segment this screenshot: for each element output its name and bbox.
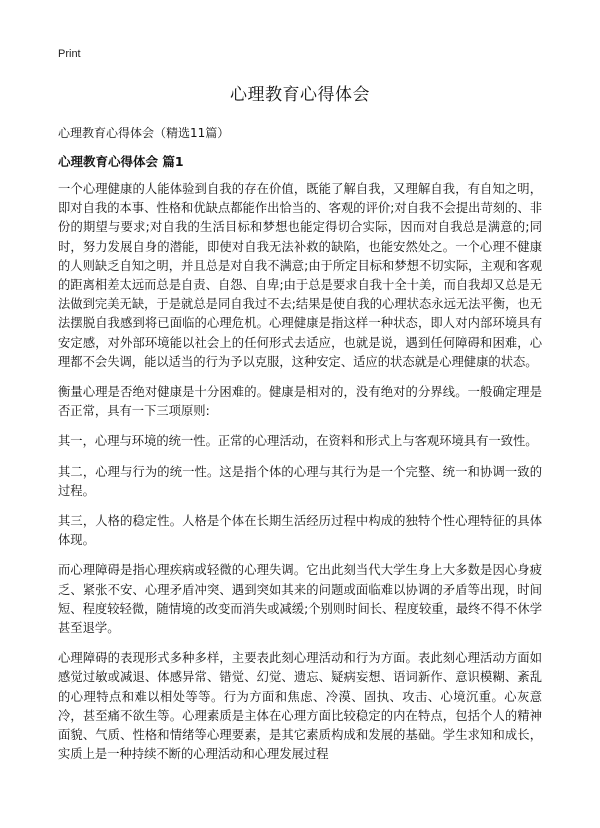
body-paragraph: 心理障碍的表现形式多种多样，主要表此刻心理活动和行为方面。表此刻心理活动方面如感觉过敏或减退、体感异常、错觉、幻觉、遗忘、疑病妄想、语词新作、意识模糊、紊乱的心理特点和难以相处等等。行为方面和焦虑、冷漠、固执、攻击、心境沉重。心灰意冷，甚至痛不欲生等。心理素质是主体在心理方面比较稳定的内在特点，包括个人的精神面貌、气质、性格和情绪等心理要素，是其它素质构成和发展的基础。学生求知和成长，实质上是一种持续不断的心理活动和心理发展过程 bbox=[58, 651, 542, 762]
section-heading: 心理教育心得体会 篇1 bbox=[58, 154, 184, 169]
body-paragraph: 一个心理健康的人能体验到自我的存在价值，既能了解自我，又理解自我，有自知之明，即对自我的本事、性格和优缺点都能作出恰当的、客观的评价;对自我不会提出苛刻的、非份的期望与要求;对自我的生活目标和梦想也能定得切合实际，因而对自我总是满意的;同时，努力发展自身的潜能，即使对自我无法补救的缺陷，也能安然处之。一个心理不健康的人则缺乏自知之明，并且总是对自我不满意;由于所定目标和梦想不切实际，主观和客观的距离相差太远而总是自责、自怨、自卑;由于总是要求自我十全十美，而自我却又总是无法做到完美无缺，于是就总是同自我过不去;结果是使自我的心理状态永远无法平衡，也无法摆脱自我感到将已面临的心理危机。心理健康是指这样一种状态，即人对内部环境具有安定感，对外部环境能以社会上的任何形式去适应，也就是说，遇到任何障碍和困难，心理都不会失调，能以适当的行为予以克服，这种安定、适应的状态就是心理健康的状态。 bbox=[58, 182, 542, 369]
document-body bbox=[58, 180, 542, 764]
body-paragraph: 其三，人格的稳定性。人格是个体在长期生活经历过程中构成的独特个性心理特征的具体体现。 bbox=[58, 514, 542, 548]
body-paragraph: 衡量心理是否绝对健康是十分困难的。健康是相对的，没有绝对的分界线。一般确定理是否正常，具有一下三项原则: bbox=[58, 385, 542, 419]
body-paragraph: 其二，心理与行为的统一性。这是指个体的心理与其行为是一个完整、统一和协调一致的过程。 bbox=[58, 464, 542, 498]
document-title: 心理教育心得体会 bbox=[230, 85, 370, 105]
print-label: Print bbox=[58, 48, 81, 60]
document-subtitle: 心理教育心得体会（精选11篇） bbox=[58, 126, 230, 140]
body-paragraph: 其一，心理与环境的统一性。正常的心理活动，在资料和形式上与客观环境具有一致性。 bbox=[58, 434, 538, 449]
body-paragraph: 而心理障碍是指心理疾病或轻微的心理失调。它出此刻当代大学生身上大多数是因心身疲乏、紧张不安、心理矛盾冲突、遇到突如其来的问题或面临难以协调的矛盾等出现，时间短、程度较轻微，随情境的改变而消失或减缓;个别则时间长、程度较重，最终不得不休学甚至退学。 bbox=[58, 563, 542, 636]
